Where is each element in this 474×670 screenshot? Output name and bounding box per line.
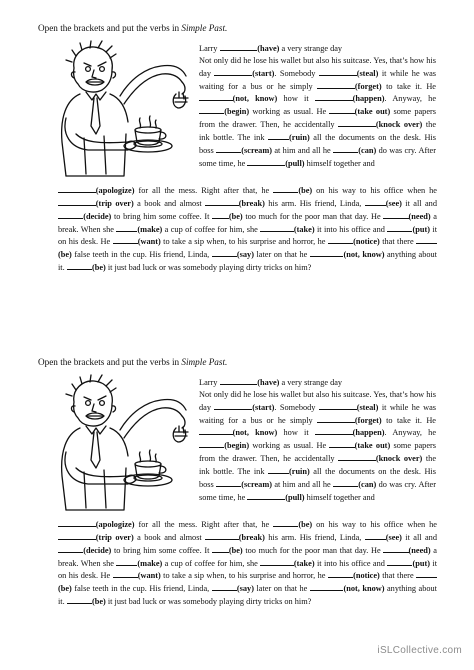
answer-blank[interactable] [205,197,239,206]
verb-hint: (apologize) [95,520,135,529]
verb-hint: (put) [412,558,430,568]
verb-hint: (want) [137,237,161,247]
verb-hint: (forget) [354,415,382,425]
story-text-run: a break. When she [58,545,437,568]
story-text-run: it on his desk. He [58,224,437,247]
story-text-run: it into his office and [314,224,388,234]
story-text-run: at him and all he [272,145,334,155]
story-text-right [199,376,436,503]
story-text-run: it while he was waiting for a bus or he simply [199,68,436,91]
story-text-run: himself together and [304,492,375,502]
answer-blank[interactable] [273,184,298,193]
answer-blank[interactable] [212,248,237,257]
answer-blank[interactable] [247,491,285,500]
answer-blank[interactable] [319,67,357,76]
verb-hint: (want) [137,571,161,581]
answer-blank[interactable] [58,210,83,219]
story-text-run: a book and almost [133,198,206,208]
angry-man-illustration [36,38,194,180]
verb-hint: (make) [137,558,163,568]
verb-hint: (trip over) [95,198,134,208]
verb-hint: (start) [252,402,275,412]
verb-hint: (forget) [354,81,382,91]
story-text-run: too much for the poor man that day. He [242,545,384,555]
story-text-run: it while he was waiting for a bus or he simply [199,402,436,425]
verb-hint: (be) [228,545,243,555]
verb-hint: (be) [91,263,106,273]
verb-hint: (ruin) [289,466,310,476]
instruction [38,356,227,368]
story-text-right [199,42,436,169]
story-text-run: Larry [199,44,220,53]
answer-blank[interactable] [67,595,92,604]
story-text-run: for all the mess. Right after that, he [134,186,274,195]
answer-blank[interactable] [317,80,355,89]
verb-hint: (decide) [83,211,112,221]
story-text-run: a very strange day [279,378,343,387]
verb-hint: (have) [257,44,280,53]
story-text-run: later on that he [253,250,310,260]
instruction-text: Open the brackets and put the verbs in [38,23,182,33]
story-text-run: that there [379,237,417,247]
answer-blank[interactable] [116,557,137,566]
story-text-run: anything about it. [58,250,437,273]
story-text-run: on his way to his office when he [312,520,437,529]
answer-blank[interactable] [383,210,408,219]
answer-blank[interactable] [199,439,224,448]
answer-blank[interactable] [328,569,353,578]
verb-hint: (make) [137,224,163,234]
answer-blank[interactable] [416,569,437,578]
instruction [38,22,227,34]
story-text-run: himself together and [304,158,375,168]
answer-blank[interactable] [260,557,294,566]
verb-hint: (steal) [356,402,379,412]
instruction-text: Open the brackets and put the verbs in [38,357,182,367]
story-text-run: his arm. His friend, Linda, [264,198,365,208]
answer-blank[interactable] [268,131,289,140]
verb-hint: (trip over) [95,532,134,542]
story-text-run: later on that he [253,584,310,594]
story-text-run: a cup of coffee for him, she [162,558,261,568]
exercise-copy-2 [0,334,474,634]
verb-hint: (put) [412,224,430,234]
answer-blank[interactable] [365,197,386,206]
verb-hint: (ruin) [289,132,310,142]
verb-hint: (say) [236,250,254,260]
story-text-run: the ink bottle. The ink [199,454,436,476]
story-text-run: some papers from the drawer. Then, he accidentally [199,107,436,130]
story-text-run: a cup of coffee for him, she [162,224,261,234]
story-text-run: Not only did he lose his wallet but also his suitcase. Yes, that’s how his day [199,55,436,78]
story-text-run: to take a sip when, to his surprise and horror, he [160,571,328,581]
answer-blank[interactable] [338,118,376,127]
answer-blank[interactable] [365,531,386,540]
verb-hint: (notice) [353,571,380,581]
answer-blank[interactable] [333,144,358,153]
answer-blank[interactable] [260,223,294,232]
verb-hint: (break) [238,532,265,542]
verb-hint: (scream) [241,145,273,155]
answer-blank[interactable] [315,426,353,435]
answer-blank[interactable] [319,401,357,410]
verb-hint: (be) [58,250,72,260]
story-text-run: that there [379,571,417,581]
story-text-run: to take a sip when, to his surprise and horror, he [160,237,328,247]
verb-hint: (happen) [352,428,385,438]
story-text-run: . Anyway, he [384,428,437,438]
story-paragraph-full [58,518,437,608]
answer-blank[interactable] [116,223,137,232]
verb-hint: (be) [298,186,313,195]
answer-blank[interactable] [58,518,96,527]
story-paragraph-right [199,390,436,504]
story-text-run: . Somebody [274,402,319,412]
verb-hint: (take) [293,558,315,568]
verb-hint: (begin) [224,107,250,117]
story-text-run: Not only did he lose his wallet but also his suitcase. Yes, that’s how his day [199,389,436,412]
story-text-run: to bring him some coffee. It [111,545,213,555]
story-text-run: anything about it. [58,584,437,607]
verb-hint: (take) [293,224,315,234]
answer-blank[interactable] [216,144,241,153]
story-text-run: on his way to his office when he [312,186,437,195]
verb-hint: (take out) [354,441,391,451]
answer-blank[interactable] [329,105,354,114]
story-text-run: all the documents on the desk. His boss [199,132,436,155]
story-text-run: some papers from the drawer. Then, he accidentally [199,441,436,464]
answer-blank[interactable] [58,544,83,553]
verb-hint: (be) [58,584,72,594]
story-lead [199,376,436,389]
verb-hint: (take out) [354,107,391,117]
answer-blank[interactable] [383,544,408,553]
verb-hint: (break) [238,198,265,208]
story-paragraph-right [199,56,436,170]
verb-hint: (notice) [353,237,380,247]
verb-hint: (be) [228,211,243,221]
answer-blank[interactable] [317,414,355,423]
answer-blank[interactable] [310,582,344,591]
story-text-run: to bring him some coffee. It [111,211,213,221]
verb-hint: (begin) [224,441,250,451]
answer-blank[interactable] [328,235,353,244]
verb-hint: (pull) [285,492,305,502]
instruction-emphasis: Simple Past. [181,23,228,33]
angry-man-illustration [36,372,194,514]
verb-hint: (pull) [285,158,305,168]
story-text-run: to take it. He [381,415,436,425]
answer-blank[interactable] [113,569,138,578]
verb-hint: (decide) [83,545,112,555]
verb-hint: (not, know) [232,94,278,104]
answer-blank[interactable] [113,235,138,244]
verb-hint: (not, know) [232,428,278,438]
verb-hint: (happen) [352,94,385,104]
story-text-run: false teeth in the cup. His friend, Linda, [71,250,212,260]
answer-blank[interactable] [387,223,412,232]
answer-blank[interactable] [205,531,239,540]
story-text-run: . Somebody [274,68,319,78]
story-text-run: too much for the poor man that day. He [242,211,384,221]
instruction-emphasis: Simple Past. [181,357,228,367]
answer-blank[interactable] [333,478,358,487]
answer-blank[interactable] [338,452,376,461]
story-text-run: a break. When she [58,211,437,234]
story-text-run: working as usual. He [249,441,330,451]
answer-blank[interactable] [416,235,437,244]
answer-blank[interactable] [216,478,241,487]
answer-blank[interactable] [214,67,252,76]
story-text-run: how it [277,94,315,104]
story-text-run: do was cry. After some time, he [199,479,436,502]
verb-hint: (need) [408,545,431,555]
story-text-run: it just bad luck or was somebody playing dirty tricks on him? [105,263,312,273]
story-text-run: working as usual. He [249,107,330,117]
answer-blank[interactable] [58,197,96,206]
story-text-run: to take it. He [381,81,436,91]
verb-hint: (apologize) [95,186,135,195]
story-text-run: Larry [199,378,220,387]
answer-blank[interactable] [199,92,233,101]
verb-hint: (be) [91,597,106,607]
answer-blank[interactable] [315,92,353,101]
answer-blank[interactable] [220,376,258,385]
answer-blank[interactable] [220,42,258,51]
verb-hint: (have) [257,378,280,387]
story-text-run: his arm. His friend, Linda, [264,532,365,542]
story-paragraph-full [58,184,437,274]
story-lead [199,42,436,55]
answer-blank[interactable] [214,401,252,410]
verb-hint: (knock over) [375,120,423,130]
answer-blank[interactable] [199,105,224,114]
verb-hint: (can) [358,479,377,489]
site-watermark: iSLCollective.com [377,645,462,656]
answer-blank[interactable] [268,465,289,474]
story-text-run: . Anyway, he [384,94,437,104]
verb-hint: (scream) [241,479,273,489]
story-text-run: it on his desk. He [58,558,437,581]
story-text-run: a book and almost [133,532,206,542]
story-text-run: for all the mess. Right after that, he [134,520,274,529]
story-text-run: all the documents on the desk. His boss [199,466,436,489]
verb-hint: (steal) [356,68,379,78]
story-text-run: at him and all he [272,479,334,489]
verb-hint: (see) [385,198,402,208]
answer-blank[interactable] [67,261,92,270]
answer-blank[interactable] [387,557,412,566]
answer-blank[interactable] [329,439,354,448]
story-text-run: the ink bottle. The ink [199,120,436,142]
verb-hint: (need) [408,211,431,221]
story-text-run: a very strange day [279,44,343,53]
verb-hint: (be) [298,520,313,529]
answer-blank[interactable] [58,184,96,193]
story-text-run: it all and [401,198,437,208]
story-text-run: it into his office and [314,558,388,568]
answer-blank[interactable] [310,248,344,257]
story-text-run: how it [277,428,315,438]
story-text-run: it just bad luck or was somebody playing dirty tricks on him? [105,597,312,607]
verb-hint: (see) [385,532,402,542]
exercise-copy-1 [0,0,474,300]
answer-blank[interactable] [247,157,285,166]
answer-blank[interactable] [212,210,229,219]
answer-blank[interactable] [273,518,298,527]
verb-hint: (say) [236,584,254,594]
answer-blank[interactable] [212,544,229,553]
story-text-run: do was cry. After some time, he [199,145,436,168]
verb-hint: (not, know) [343,584,385,594]
verb-hint: (start) [252,68,275,78]
story-text-run: false teeth in the cup. His friend, Linda, [71,584,212,594]
story-text-run: it all and [401,532,437,542]
verb-hint: (can) [358,145,377,155]
story-text-full [58,518,437,608]
answer-blank[interactable] [58,531,96,540]
verb-hint: (not, know) [343,250,385,260]
verb-hint: (knock over) [375,454,423,464]
answer-blank[interactable] [212,582,237,591]
answer-blank[interactable] [199,426,233,435]
story-text-full [58,184,437,274]
